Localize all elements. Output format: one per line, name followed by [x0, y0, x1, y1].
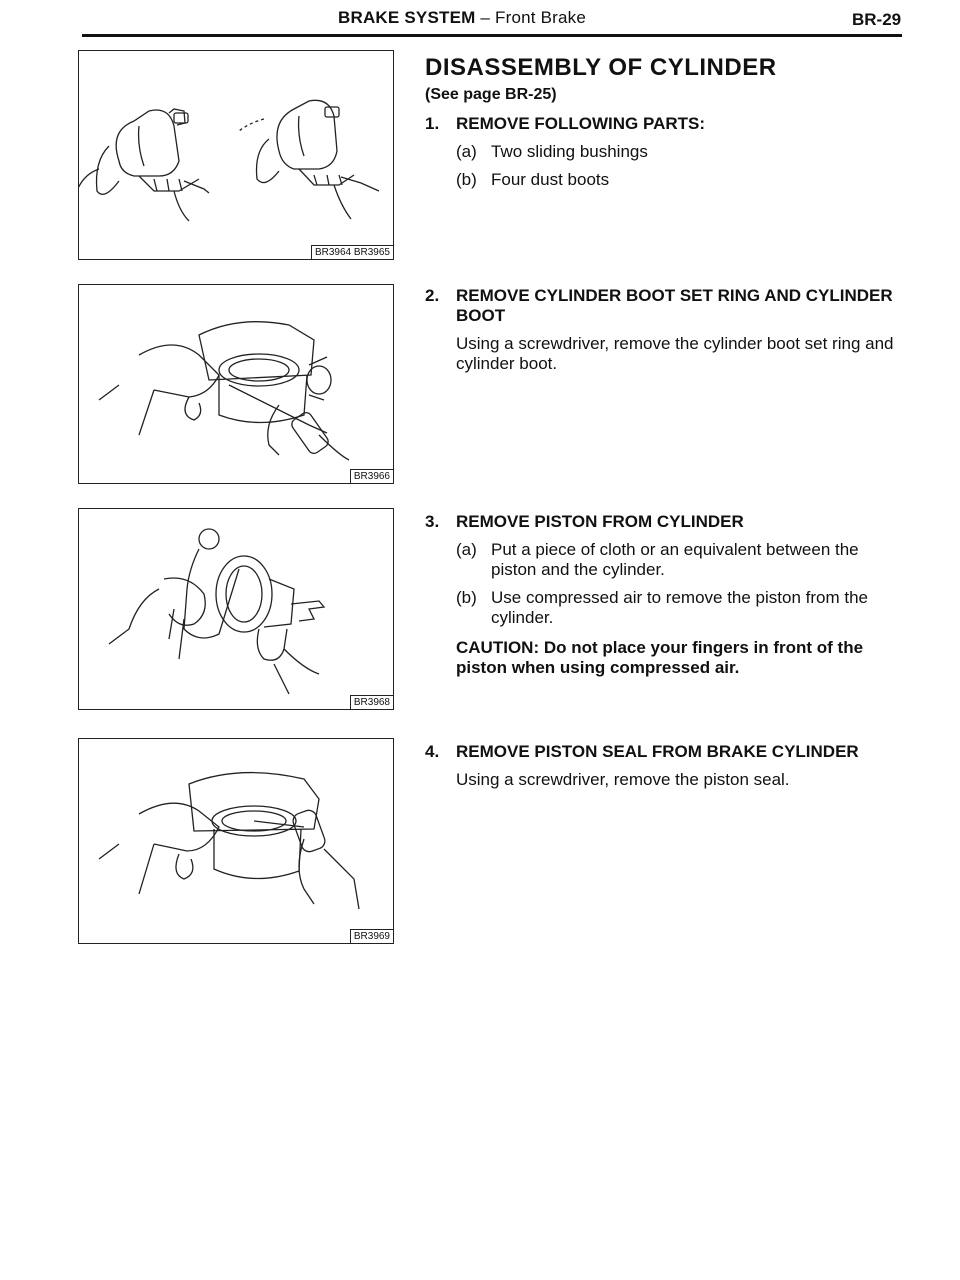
step-number: 2. [425, 286, 440, 305]
figure-code: BR3969 [350, 929, 393, 943]
sub-step-label: (a) [456, 540, 477, 559]
caution-note: CAUTION: Do not place your fingers in front of the piston when using compressed air. [456, 638, 864, 677]
step-text: Using a screwdriver, remove the cylinder boot set ring and cylinder boot. [456, 334, 894, 373]
sub-step-text: Put a piece of cloth or an equivalent between the piston and the cylinder. [491, 540, 859, 579]
sub-step [456, 170, 905, 190]
cylinder-boot-illustration [79, 285, 393, 483]
piston-seal-illustration [79, 739, 393, 943]
step-number: 1. [425, 114, 440, 133]
sub-step [456, 142, 905, 162]
section-title: DISASSEMBLY OF CYLINDER [425, 54, 777, 81]
step-2 [425, 286, 905, 374]
figure-piston-seal [78, 738, 394, 944]
sub-step-text: Two sliding bushings [491, 142, 648, 161]
figure-piston-removal [78, 508, 394, 710]
step-number: 3. [425, 512, 440, 531]
step-title: REMOVE PISTON FROM CYLINDER [456, 512, 744, 531]
step-number: 4. [425, 742, 440, 761]
sub-step-label: (b) [456, 588, 477, 607]
figure-cylinder-boot [78, 284, 394, 484]
caliper-bushing-illustration [79, 51, 393, 259]
sub-step [456, 540, 905, 580]
piston-removal-illustration [79, 509, 393, 709]
sub-step-label: (b) [456, 170, 477, 189]
step-title: REMOVE FOLLOWING PARTS: [456, 114, 706, 133]
sub-step-label: (a) [456, 142, 477, 161]
figure-code: BR3968 [350, 695, 393, 709]
step-3 [425, 512, 905, 678]
figure-sliding-bushings [78, 50, 394, 260]
step-text: Using a screwdriver, remove the piston seal. [456, 770, 790, 789]
step-4 [425, 742, 905, 790]
page-number: BR-29 [852, 10, 902, 29]
section-reference: (See page BR-25) [425, 86, 557, 103]
figure-code: BR3964 BR3965 [311, 245, 393, 259]
header-title: BRAKE SYSTEM – Front Brake [338, 8, 587, 27]
step-title: REMOVE CYLINDER BOOT SET RING AND CYLINDER BOOT [456, 286, 893, 325]
sub-step-text: Four dust boots [491, 170, 610, 189]
sub-step-text: Use compressed air to remove the piston from the cylinder. [491, 588, 868, 627]
step-title: REMOVE PISTON SEAL FROM BRAKE CYLINDER [456, 742, 859, 761]
page-header [0, 0, 960, 40]
sub-step [456, 588, 905, 628]
figure-code: BR3966 [350, 469, 393, 483]
header-rule [82, 34, 902, 37]
step-1 [425, 114, 905, 190]
